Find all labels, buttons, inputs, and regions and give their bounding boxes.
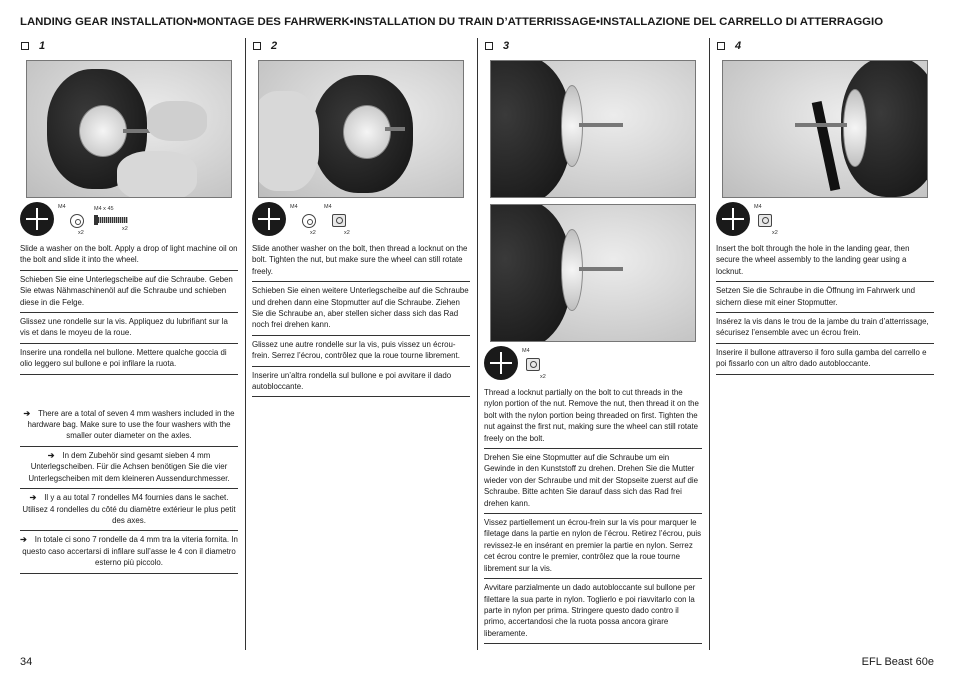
locknut-icon [332,214,346,227]
washer-label: M4 [58,204,66,210]
nut-qty: x2 [772,230,778,236]
instruction-en: Insert the bolt through the hole in the landing gear, then secure the wheel assembly to the landing gear using a locknut. [716,240,934,282]
instruction-it: Avvitare parzialmente un dado autobloccante sul bullone per filettare la sua parte in nylon. Toglierlo e poi riavvitarlo con la parte in nylon per prima. Stringere questo dado contro il primo, accertandosi che la ruota possa ancora girare liberamente. [484,579,702,644]
hardware-parts [716,202,934,240]
instruction-it: Inserire il bullone attraverso il foro sulla gamba del carrello e poi fissarlo con un altro dado autobloccante. [716,344,934,375]
note-de: ➔ In dem Zubehör sind gesamt sieben 4 mm Unterlegscheiben. Für die Achsen benötigen Sie die vier Unterlegscheiben mit dem kleineren Aussendurchmesser. [20,447,238,489]
washer-qty: x2 [78,230,84,236]
column-divider [477,38,478,650]
instruction-it: Inserire una rondella nel bullone. Mettere qualche goccia di olio leggero sul bullone e poi infilare la ruota. [20,344,238,375]
instruction-de: Setzen Sie die Schraube in die Öffnung im Fahrwerk und sichern diese mit einer Stopmutter. [716,282,934,313]
instruction-it: Inserire un’altra rondella sul bullone e poi avvitare il dado autobloccante. [252,367,470,398]
model-name: EFL Beast 60e [861,656,934,668]
hardware-parts [252,202,470,240]
step-heading [252,38,470,54]
step-heading [484,38,702,54]
instruction-de: Schieben Sie eine Unterlegscheibe auf die Schraube. Geben Sie etwas Nähmaschinenöl auf die Schraube und schieben diese in die Felge. [20,271,238,313]
instruction-en: Slide a washer on the bolt. Apply a drop of light machine oil on the bolt and slide it into the wheel. [20,240,238,271]
step-heading [20,38,238,54]
note-it: ➔ In totale ci sono 7 rondelle da 4 mm tra la viteria fornita. In questo caso accertarsi di infilare sull’asse le 4 con il diametro esterno più piccolo. [20,531,238,573]
instruction-en: Slide another washer on the bolt, then thread a locknut on the bolt. Tighten the nut, but make sure the wheel can still rotate freely. [252,240,470,282]
step-number: 1 [39,40,46,52]
locknut-icon [758,214,772,227]
brand-logo-icon [484,346,518,380]
step-photo [258,60,464,198]
arrow-icon: ➔ [23,408,31,418]
brand-logo-icon [252,202,286,236]
arrow-icon: ➔ [47,450,55,460]
step-number: 2 [271,40,278,52]
checkbox-icon [717,42,725,50]
note-en: ➔ There are a total of seven 4 mm washers included in the hardware bag. Make sure to use the four washers with the smaller outer diameter on the axles. [20,405,238,447]
instruction-fr: Glissez une rondelle sur la vis. Appliquez du lubrifiant sur la vis et dans le moyeu de la roue. [20,313,238,344]
instruction-de: Schieben Sie einen weitere Unterlegscheibe auf die Schraube und drehen dann eine Stopmutter auf die Schraube. Ziehen Sie die Schraube an, aber stellen sicher dass sich das Rad noch frei drehen kann. [252,282,470,336]
step-1 [20,38,238,574]
checkbox-icon [485,42,493,50]
arrow-icon: ➔ [20,535,27,545]
step-photo [490,204,696,342]
step-number: 4 [735,40,742,52]
bolt-label: M4 x 45 [94,206,114,212]
brand-logo-icon [716,202,750,236]
bolt-icon [98,217,128,223]
step-photo [490,60,696,198]
step-photo [26,60,232,198]
column-divider [709,38,710,650]
checkbox-icon [21,42,29,50]
checkbox-icon [253,42,261,50]
instruction-de: Drehen Sie eine Stopmutter auf die Schraube um ein Gewinde in den Kunststoff zu drehen. Drehen Sie die Mutter wieder von der Schraube und mit der Stopseite zuerst auf die Schraube. Bitte achten Sie darauf dass sich das Rad frei drehen kann. [484,449,702,514]
step-heading [716,38,934,54]
hardware-parts [484,346,702,384]
bolt-qty: x2 [122,226,128,232]
instruction-fr: Vissez partiellement un écrou-frein sur la vis pour marquer le filetage dans la partie en nylon de l’écrou. Retirez l’écrou, puis revissez-le en insérant en premier la partie en nylon. Serrez cet écrou contre le premier, contrôlez que la roue tourne librement sur la vis. [484,514,702,579]
instruction-en: Thread a locknut partially on the bolt to cut threads in the nylon portion of the nut. Remove the nut, then thread it on the bolt with the nylon portion being threaded on first. Tighten the nut against the first nut, making sure the wheel can still rotate freely on the bolt. [484,384,702,449]
nut-qty: x2 [540,374,546,380]
instruction-fr: Glissez une autre rondelle sur la vis, puis vissez un écrou-frein. Serrez l’écrou, contrôlez que la roue tourne librement. [252,336,470,367]
page-number: 34 [20,656,33,668]
washer-qty: x2 [310,230,316,236]
nut-qty: x2 [344,230,350,236]
nut-label: M4 [324,204,332,210]
note-fr: ➔ Il y a au total 7 rondelles M4 fournies dans le sachet. Utilisez 4 rondelles du côté du diamètre extérieur le plus petit des axes. [20,489,238,531]
page-header: LANDING GEAR INSTALLATION•MONTAGE DES FAHRWERK•INSTALLATION DU TRAIN D’ATTERRISSAGE•INSTALLAZIONE DEL CARRELLO DI ATTERRAGGIO [20,16,884,28]
washer-icon [302,214,316,228]
step-4 [716,38,934,375]
instruction-fr: Insérez la vis dans le trou de la jambe du train d’atterrissage, sécurisez l’ensemble avec un écrou frein. [716,313,934,344]
washer-icon [70,214,84,228]
locknut-icon [526,358,540,371]
brand-logo-icon [20,202,54,236]
step-3 [484,38,702,644]
step-photo [722,60,928,198]
step-number: 3 [503,40,510,52]
washer-label: M4 [290,204,298,210]
nut-label: M4 [754,204,762,210]
arrow-icon: ➔ [29,493,37,503]
nut-label: M4 [522,348,530,354]
step-2 [252,38,470,397]
column-divider [245,38,246,650]
hardware-parts [20,202,238,240]
